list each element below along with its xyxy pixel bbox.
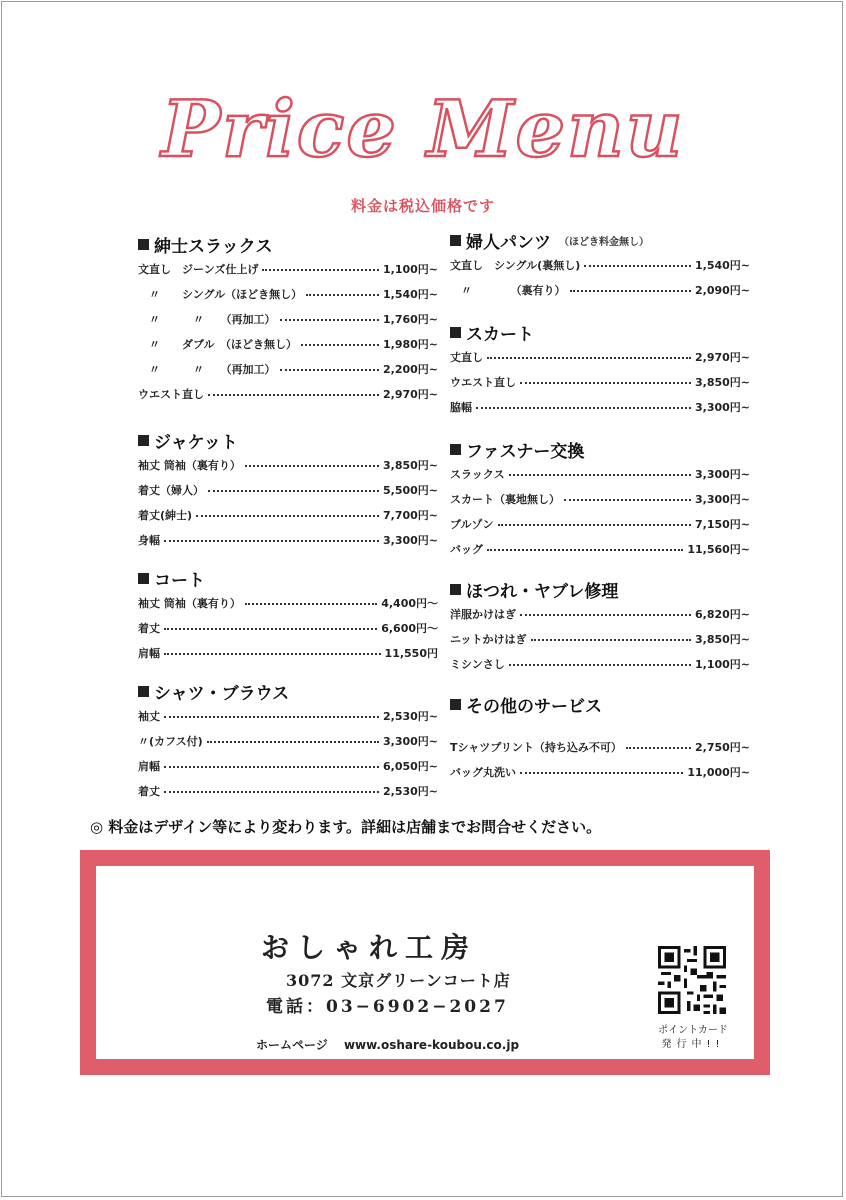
item-label: ニットかけはぎ [450, 632, 527, 646]
price-item [450, 394, 750, 419]
leader-dots [306, 294, 379, 296]
leader-dots [476, 407, 691, 409]
square-bullet-icon [450, 235, 461, 246]
leader-dots [570, 290, 691, 292]
section-heading-text: 紳士スラックス [154, 236, 273, 257]
section-coat [138, 566, 438, 665]
item-price: 6,600円～ [381, 621, 438, 635]
section-heading [450, 320, 750, 344]
item-label: 〃 〃 （再加工） [138, 312, 276, 326]
item-label: 身幅 [138, 533, 160, 547]
section-mens-slacks [138, 232, 438, 406]
right-column [450, 228, 750, 784]
item-price: 3,850円~ [694, 632, 750, 646]
leader-dots [626, 747, 691, 749]
item-price: 11,560円~ [687, 542, 750, 556]
item-label: 袖丈 [138, 709, 160, 723]
leader-dots [520, 382, 691, 384]
item-label: 〃 シングル（ほどき無し） [138, 287, 303, 301]
spacer [450, 716, 750, 734]
section-skirt [450, 320, 750, 419]
item-price: 5,500円~ [382, 483, 438, 497]
square-bullet-icon [138, 573, 149, 584]
item-label: 〃 〃 （再加工） [138, 362, 276, 376]
item-price: 2,090円~ [694, 283, 750, 297]
square-bullet-icon [450, 584, 461, 595]
item-price: 2,530円~ [382, 709, 438, 723]
price-item [450, 536, 750, 561]
qr-code-icon[interactable] [658, 946, 726, 1014]
item-price: 4,400円～ [381, 596, 438, 610]
shop-phone: 電話：03−6902−2027 [266, 997, 509, 1017]
section-shirt-blouse [138, 679, 438, 803]
price-item [138, 331, 438, 356]
price-item [450, 759, 750, 784]
item-price: 1,100円~ [382, 262, 438, 276]
price-item [138, 640, 438, 665]
section-heading-text: ほつれ・ヤブレ修理 [466, 581, 619, 602]
item-price: 11,000円~ [687, 765, 750, 779]
item-label: バッグ [450, 542, 483, 556]
item-label: ミシンさし [450, 657, 505, 671]
leader-dots [208, 490, 379, 492]
homepage-link[interactable]: ホームページ www.oshare-koubou.co.jp [256, 1038, 520, 1052]
price-item [138, 753, 438, 778]
item-price: 6,820円~ [694, 607, 750, 621]
section-heading-text: ジャケット [154, 432, 238, 453]
item-price: 3,850円~ [382, 458, 438, 472]
item-label: ウエスト直し [450, 375, 516, 389]
item-label: バッグ丸洗い [450, 765, 516, 779]
item-label: 〃 （裏有り） [450, 283, 566, 297]
leader-dots [262, 269, 379, 271]
shop-info-inner [96, 866, 754, 1059]
item-price: 2,200円~ [382, 362, 438, 376]
item-label: 脇幅 [450, 400, 472, 414]
leader-dots [245, 465, 379, 467]
leader-dots [208, 394, 379, 396]
section-heading [138, 679, 438, 703]
section-heading-text: シャツ・ブラウス [154, 683, 290, 704]
price-item [138, 527, 438, 552]
item-price: 7,150円~ [694, 517, 750, 531]
item-price: 2,530円~ [382, 784, 438, 798]
square-bullet-icon [450, 327, 461, 338]
shop-address: 3072 文京グリーンコート店 [286, 971, 511, 990]
price-item [450, 511, 750, 536]
section-note: （ほどき料金無し） [559, 236, 649, 248]
leader-dots [509, 474, 691, 476]
section-heading [138, 428, 438, 452]
item-label: 袖丈 筒袖（裏有り） [138, 596, 241, 610]
item-label: 〃(カフス付) [138, 734, 203, 748]
item-label: 〃 ダブル （ほどき無し） [138, 337, 298, 351]
price-item [138, 615, 438, 640]
item-price: 1,760円~ [382, 312, 438, 326]
item-price: 1,980円~ [382, 337, 438, 351]
section-heading [450, 577, 750, 601]
item-label: ウエスト直し [138, 387, 204, 401]
page-title: Price Menu [161, 84, 685, 175]
leader-dots [164, 653, 381, 655]
item-price: 3,300円~ [694, 492, 750, 506]
square-bullet-icon [138, 686, 149, 697]
leader-dots [280, 319, 379, 321]
square-bullet-icon [450, 444, 461, 455]
section-repair [450, 577, 750, 676]
section-heading [138, 566, 438, 590]
leader-dots [245, 603, 377, 605]
item-price: 3,300円~ [382, 533, 438, 547]
price-item [450, 252, 750, 277]
price-item [450, 277, 750, 302]
price-item [138, 281, 438, 306]
price-item [450, 369, 750, 394]
item-label: 着丈 [138, 621, 160, 635]
left-column [138, 232, 438, 803]
square-bullet-icon [138, 435, 149, 446]
section-heading [450, 228, 750, 252]
item-price: 1,540円~ [694, 258, 750, 272]
leader-dots [280, 369, 379, 371]
item-label: 着丈（婦人） [138, 483, 204, 497]
item-label: 洋服かけはぎ [450, 607, 516, 621]
section-other-services [450, 692, 750, 784]
leader-dots [164, 628, 377, 630]
price-item [450, 344, 750, 369]
item-price: 7,700円~ [382, 508, 438, 522]
item-label: Tシャツプリント（持ち込み不可） [450, 740, 622, 754]
price-item [138, 306, 438, 331]
leader-dots [164, 540, 379, 542]
square-bullet-icon [450, 699, 461, 710]
item-label: 肩幅 [138, 646, 160, 660]
price-item [138, 728, 438, 753]
leader-dots [196, 515, 379, 517]
price-item [138, 356, 438, 381]
item-price: 2,970円~ [694, 350, 750, 364]
item-price: 11,550円 [384, 646, 438, 660]
leader-dots [301, 344, 379, 346]
section-jacket [138, 428, 438, 552]
section-heading [450, 692, 750, 716]
section-heading-text: 婦人パンツ [466, 232, 551, 253]
item-price: 6,050円~ [382, 759, 438, 773]
price-item [138, 256, 438, 281]
price-item [450, 461, 750, 486]
section-heading-text: コート [154, 570, 205, 591]
leader-dots [164, 766, 379, 768]
point-card-line2: 発行中!! [661, 1039, 725, 1050]
section-heading-text: スカート [466, 324, 534, 345]
price-item [450, 651, 750, 676]
section-womens-pants [450, 228, 750, 302]
square-bullet-icon [138, 239, 149, 250]
item-price: 3,850円~ [694, 375, 750, 389]
item-label: 丈直し [450, 350, 483, 364]
price-item [138, 381, 438, 406]
point-card-note [628, 1024, 758, 1052]
section-zipper [450, 437, 750, 561]
price-item [138, 502, 438, 527]
price-item [138, 590, 438, 615]
leader-dots [164, 716, 379, 718]
item-label: 文直し シングル(裏無し) [450, 258, 581, 272]
item-price: 3,300円~ [382, 734, 438, 748]
price-item [450, 626, 750, 651]
price-item [138, 452, 438, 477]
item-price: 1,100円~ [694, 657, 750, 671]
pricing-notice: ◎ 料金はデザイン等により変わります。詳細は店舗までお問合せください。 [90, 818, 602, 836]
shop-name: おしゃれ工房 [261, 931, 478, 964]
tax-note: 料金は税込価格です [350, 197, 495, 215]
leader-dots [564, 499, 691, 501]
section-heading [138, 232, 438, 256]
item-price: 2,750円~ [694, 740, 750, 754]
price-item [450, 601, 750, 626]
price-item [450, 734, 750, 759]
price-item [138, 477, 438, 502]
price-item [138, 778, 438, 803]
item-price: 3,300円~ [694, 467, 750, 481]
leader-dots [487, 357, 691, 359]
leader-dots [487, 549, 683, 551]
item-label: スカート（裏地無し） [450, 492, 560, 506]
item-label: 肩幅 [138, 759, 160, 773]
item-price: 2,970円~ [382, 387, 438, 401]
point-card-line1: ポイントカード [658, 1025, 728, 1036]
leader-dots [584, 265, 691, 267]
item-label: ブルゾン [450, 517, 494, 531]
price-item [138, 703, 438, 728]
section-heading-text: ファスナー交換 [466, 441, 585, 462]
item-label: 文直し ジーンズ仕上げ [138, 262, 259, 276]
item-label: スラックス [450, 467, 505, 481]
item-label: 着丈(紳士) [138, 508, 193, 522]
section-heading [450, 437, 750, 461]
section-heading-text: その他のサービス [466, 696, 602, 717]
leader-dots [164, 791, 379, 793]
leader-dots [207, 741, 379, 743]
leader-dots [520, 772, 683, 774]
shop-info-box [80, 850, 770, 1075]
leader-dots [531, 639, 691, 641]
item-label: 袖丈 筒袖（裏有り） [138, 458, 241, 472]
item-price: 3,300円~ [694, 400, 750, 414]
item-label: 着丈 [138, 784, 160, 798]
leader-dots [509, 664, 691, 666]
item-price: 1,540円~ [382, 287, 438, 301]
leader-dots [520, 614, 691, 616]
price-item [450, 486, 750, 511]
leader-dots [498, 524, 691, 526]
